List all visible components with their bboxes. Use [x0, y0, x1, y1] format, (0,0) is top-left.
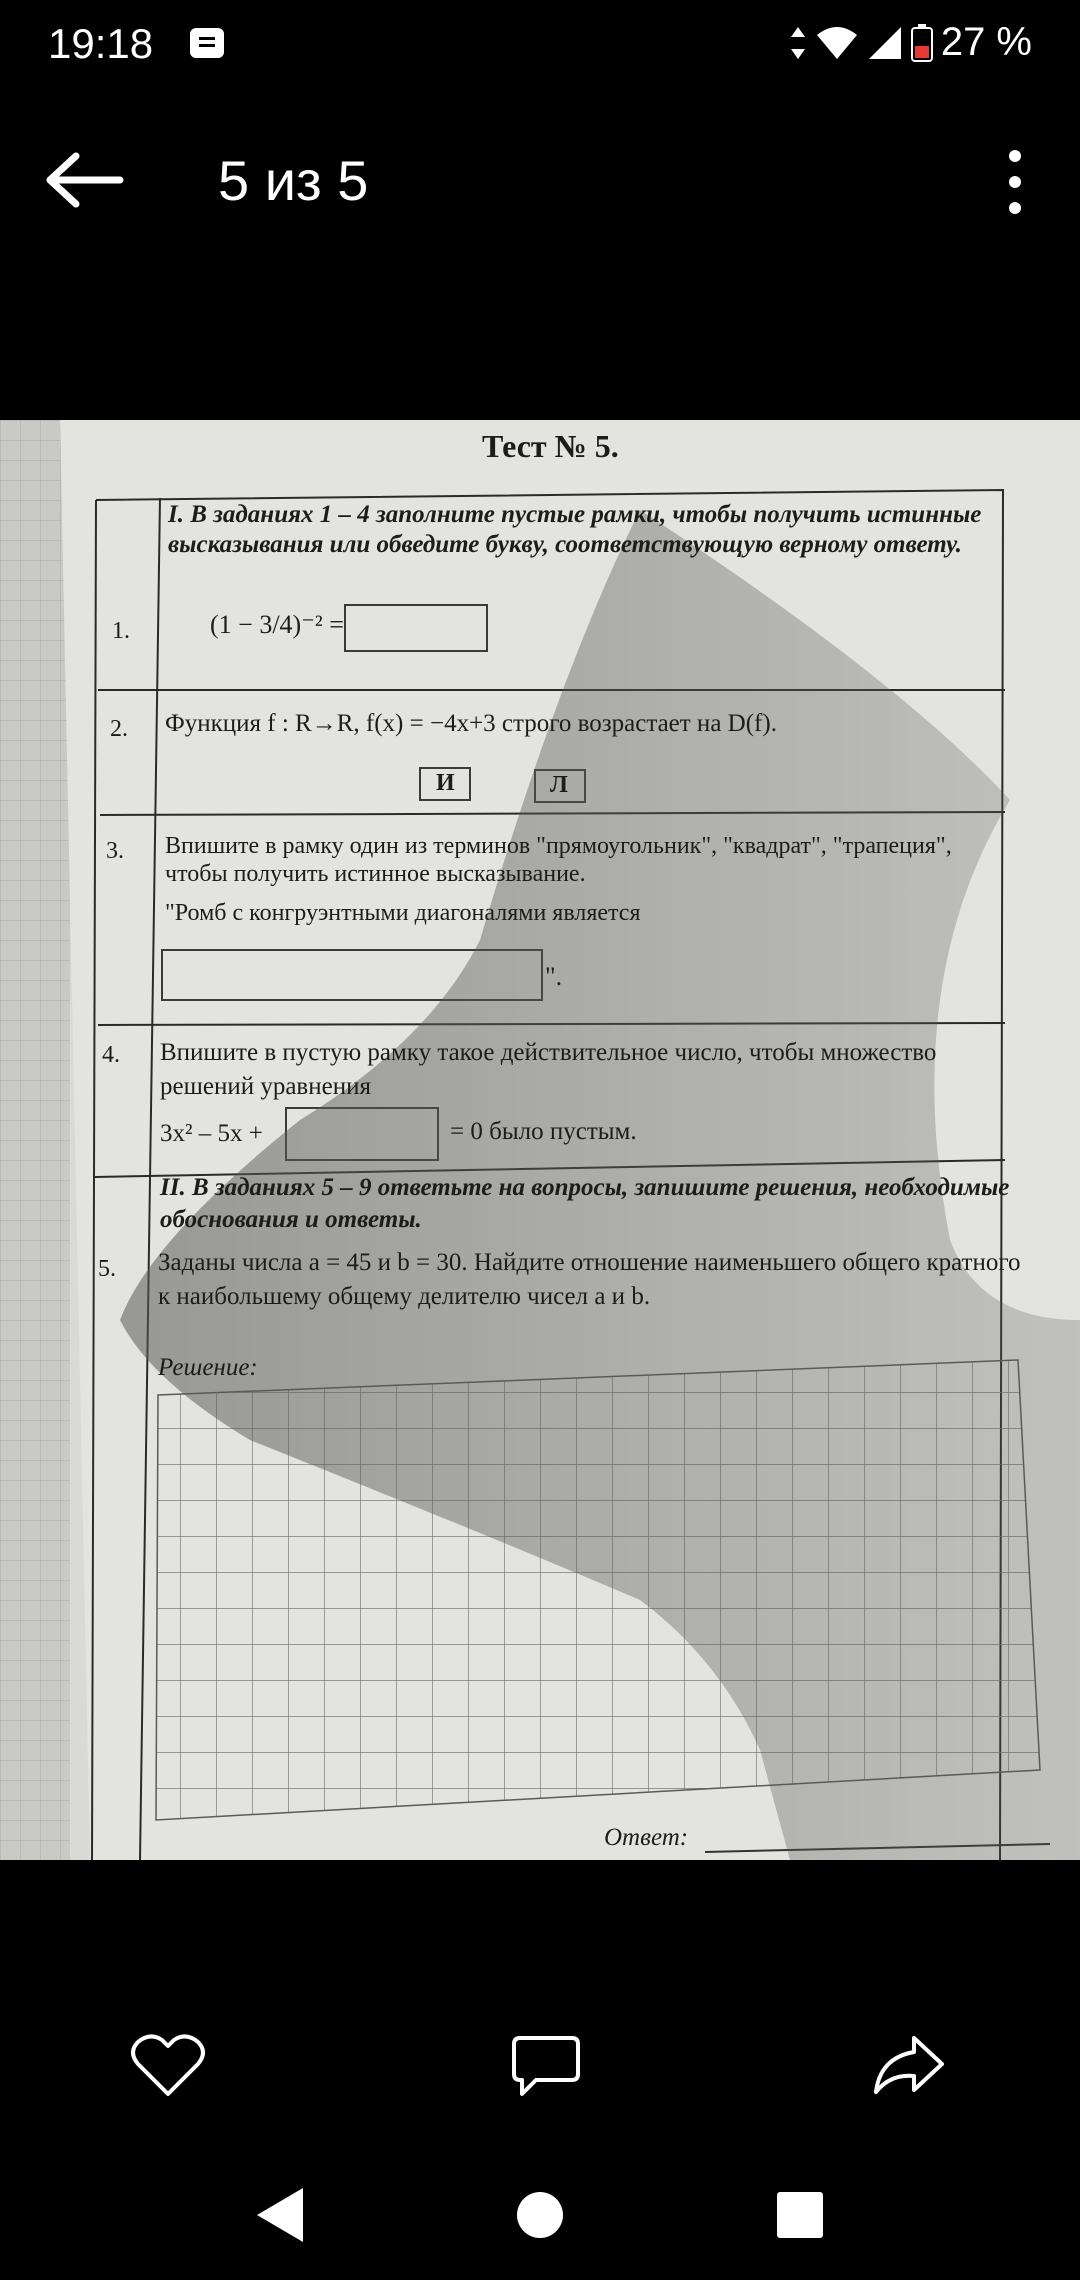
wifi-icon — [815, 25, 859, 61]
data-arrows-icon — [789, 25, 807, 61]
q2-text: Функция f : R→R, f(x) = −4x+3 строго возрастает на D(f). — [165, 710, 777, 737]
test-heading: Тест № 5. — [482, 428, 619, 464]
comment-icon[interactable] — [506, 2030, 586, 2100]
q2-option-true[interactable]: И — [436, 770, 455, 796]
q5-text: Заданы числа a = 45 и b = 30. Найдите отношение наименьшего общего кратного к наибольшему общему делителю чисел a и b. — [158, 1249, 1021, 1310]
q1-expression: (1 − 3/4)⁻² = — [210, 610, 344, 639]
system-nav-bar — [0, 2150, 1080, 2280]
page-title: 5 из 5 — [218, 149, 369, 212]
q3-text-2: "Ромб с конгруэнтными диагоналями является — [165, 900, 641, 926]
q3-number: 3. — [106, 838, 124, 864]
nav-home-icon[interactable] — [505, 2180, 575, 2250]
q2-number: 2. — [110, 716, 128, 742]
solution-label: Решение: — [158, 1354, 258, 1381]
message-notification-icon — [190, 28, 224, 58]
battery-icon — [911, 24, 933, 62]
action-bar — [0, 2010, 1080, 2120]
nav-back-icon[interactable] — [245, 2180, 315, 2250]
q1-number: 1. — [112, 618, 130, 644]
signal-icon — [867, 25, 903, 61]
more-vert-icon[interactable] — [1000, 150, 1030, 214]
q4-expression-right: = 0 было пустым. — [450, 1118, 637, 1145]
status-right — [789, 20, 1032, 65]
section1-intro: I. В заданиях 1 – 4 заполните пустые рамки, чтобы получить истинные высказывания или обведите букву, соответствующую верному ответу. — [168, 501, 982, 558]
q2-option-false[interactable]: Л — [550, 772, 568, 798]
photo-viewer[interactable] — [0, 420, 1080, 1860]
q3-quote-end: ". — [545, 962, 563, 991]
share-icon[interactable] — [868, 2030, 948, 2100]
q4-expression-left: 3x² – 5x + — [160, 1120, 263, 1147]
arrow-left-icon[interactable] — [40, 150, 130, 210]
q5-number: 5. — [98, 1256, 116, 1282]
status-bar — [0, 0, 1080, 90]
q3-text: Впишите в рамку один из терминов "прямоугольник", "квадрат", "трапеция", чтобы получить истинное высказывание. — [165, 833, 952, 887]
q4-text: Впишите в пустую рамку такое действительное число, чтобы множество решений уравнения — [160, 1039, 937, 1100]
status-time: 19:18 — [48, 20, 154, 67]
answer-label: Ответ: — [604, 1824, 689, 1851]
q4-number: 4. — [102, 1042, 120, 1068]
app-bar — [0, 110, 1080, 250]
battery-percent: 27 % — [940, 20, 1032, 64]
nav-recents-icon[interactable] — [765, 2180, 835, 2250]
section2-intro: II. В заданиях 5 – 9 ответьте на вопросы, запишите решения, необходимые обоснования и ответы. — [160, 1174, 1010, 1233]
heart-icon[interactable] — [128, 2030, 208, 2100]
